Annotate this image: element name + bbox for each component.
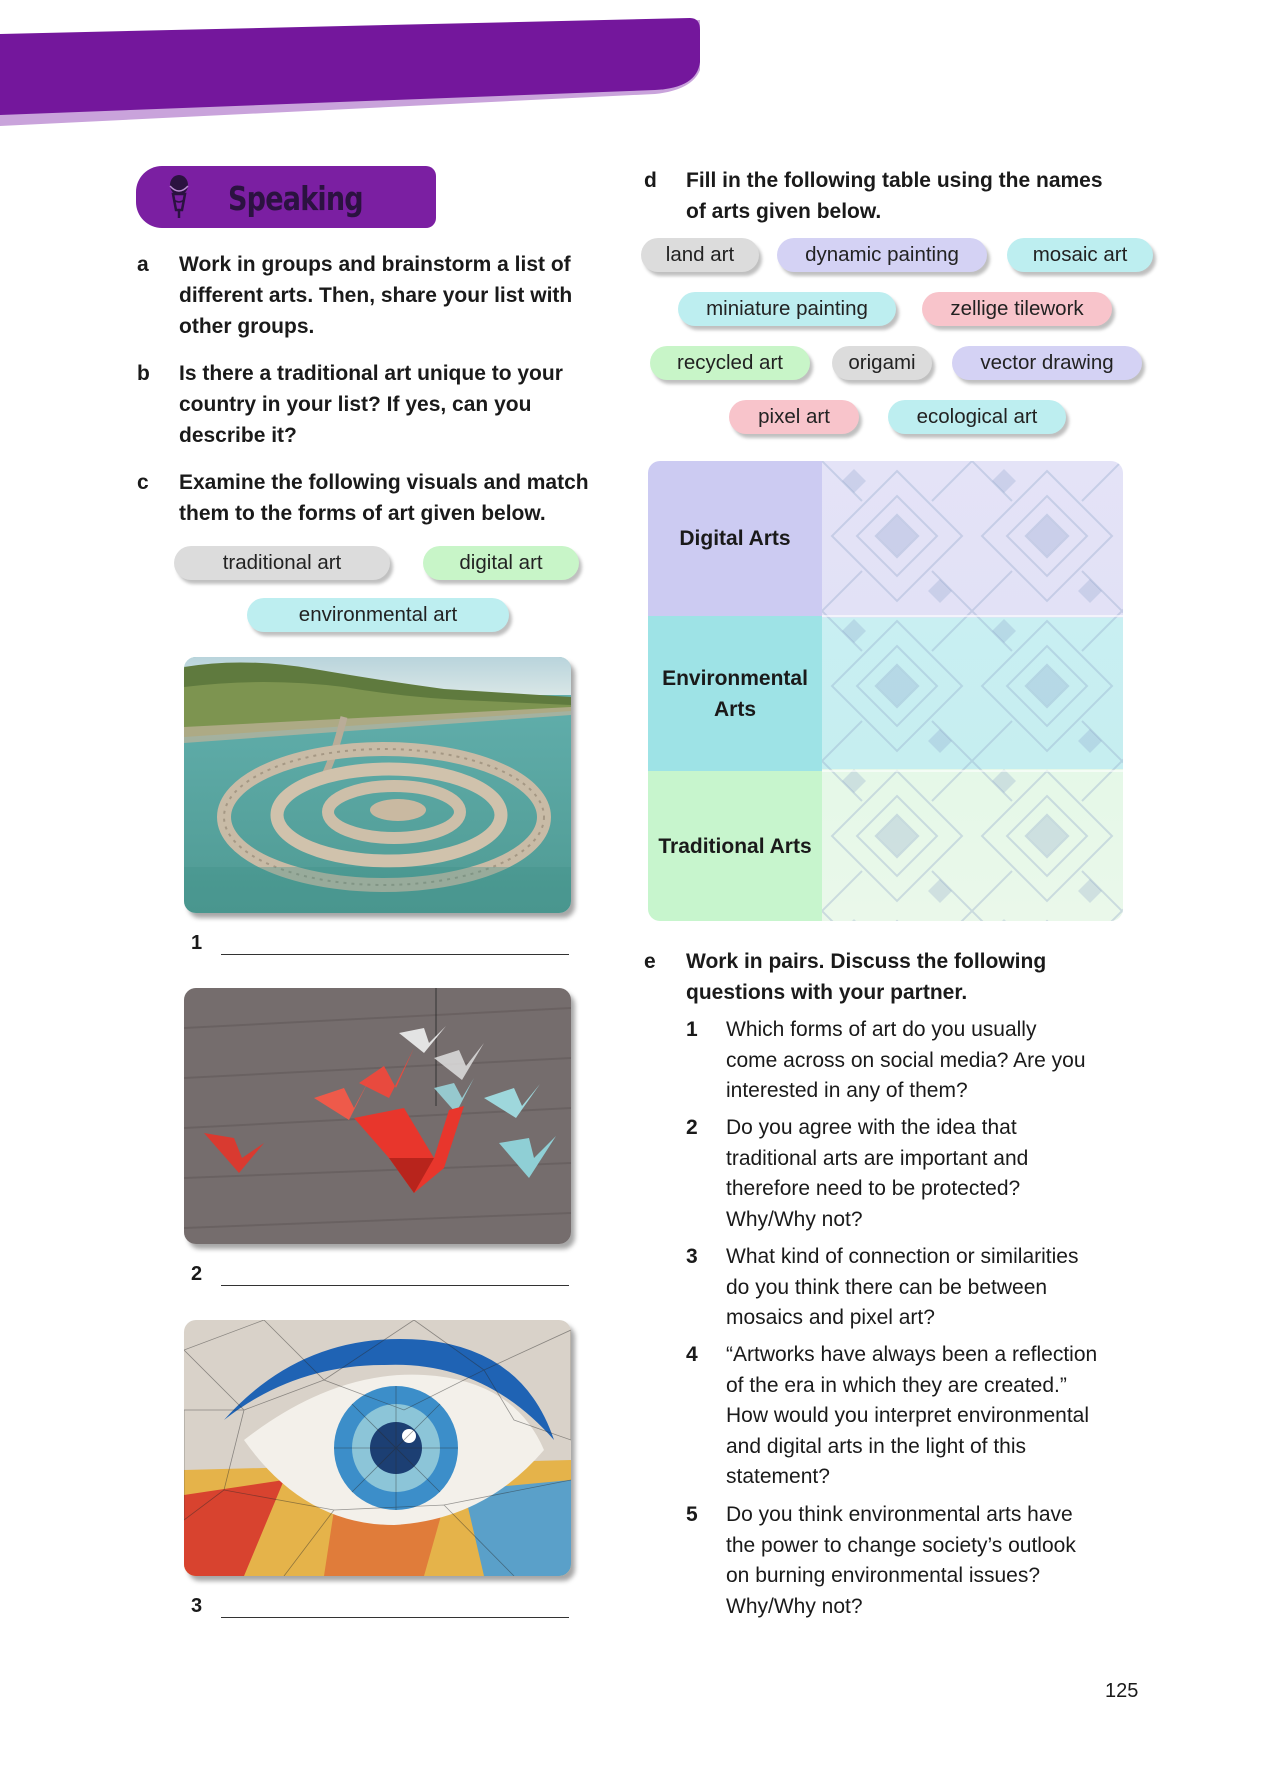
question-line: Why/Why not? (726, 1207, 863, 1231)
question-line: do you think there can be between (726, 1275, 1048, 1299)
question-line: traditional arts are important and (726, 1146, 1029, 1170)
answer-number: 2 (191, 1263, 203, 1285)
art-chip-recycled-art: recycled art (650, 346, 810, 380)
task-text (179, 249, 572, 342)
origami-cranes-photo (184, 988, 571, 1244)
question-text (726, 1113, 1146, 1235)
task-a (137, 249, 617, 344)
question-2 (686, 1113, 1156, 1235)
art-chip-land-art: land art (641, 238, 759, 272)
task-line: country in your list? If yes, can you (179, 393, 532, 416)
question-line: Do you think environmental arts have (726, 1503, 1073, 1526)
section-title: Speaking (228, 179, 363, 218)
art-chip-zellige-tilework: zellige tilework (922, 292, 1112, 326)
question-number: 2 (686, 1116, 698, 1139)
task-line: different arts. Then, share your list with (179, 284, 573, 307)
header-band (0, 0, 1276, 140)
question-number: 4 (686, 1343, 698, 1366)
question-4 (686, 1340, 1156, 1492)
question-line: Do you agree with the idea that (726, 1116, 1017, 1139)
section-header (136, 166, 436, 228)
task-letter: a (137, 253, 149, 276)
microphone-icon (162, 174, 196, 220)
task-letter: d (644, 169, 657, 192)
art-chip-vector-drawing: vector drawing (952, 346, 1142, 380)
answer-line-1 (191, 932, 571, 958)
task-line: describe it? (179, 424, 297, 447)
question-line: interested in any of them? (726, 1079, 968, 1102)
page-number: 125 (1105, 1680, 1139, 1702)
question-text (726, 1242, 1146, 1334)
row-traditional-arts (648, 771, 822, 921)
art-chip-ecological-art: ecological art (888, 400, 1066, 434)
form-chip-traditional-art: traditional art (174, 546, 390, 580)
task-line: them to the forms of art given below. (179, 502, 546, 525)
task-line: Fill in the following table using the names (686, 169, 1103, 192)
question-5 (686, 1500, 1156, 1622)
task-line: of arts given below. (686, 200, 882, 223)
question-line: Which forms of art do you usually (726, 1018, 1037, 1041)
task-c (137, 467, 617, 531)
question-1 (686, 1015, 1156, 1107)
task-letter: b (137, 362, 150, 385)
question-line: and digital arts in the light of this (726, 1434, 1027, 1458)
answer-blank[interactable] (221, 1285, 569, 1286)
question-line: Why/Why not? (726, 1594, 863, 1618)
row-digital-arts (648, 461, 822, 616)
row-label: Arts (713, 697, 756, 721)
answer-number: 3 (191, 1595, 203, 1617)
question-number: 5 (686, 1503, 698, 1526)
answer-line-3 (191, 1595, 571, 1621)
art-chip-pixel-art: pixel art (729, 400, 859, 434)
question-line: come across on social media? Are you (726, 1048, 1086, 1072)
form-chip-environmental-art: environmental art (247, 598, 509, 632)
question-number: 1 (686, 1018, 698, 1041)
task-line: Work in pairs. Discuss the following (686, 950, 1047, 973)
answer-number: 1 (191, 932, 203, 954)
question-text (726, 1015, 1146, 1107)
task-text (179, 358, 563, 451)
task-line: other groups. (179, 315, 315, 338)
answer-blank[interactable] (221, 954, 569, 955)
art-chip-miniature-painting: miniature painting (678, 292, 896, 326)
question-line: of the era in which they are created.” (726, 1373, 1067, 1397)
task-text (686, 165, 1103, 227)
task-line: Examine the following visuals and match (179, 471, 589, 494)
task-e (644, 946, 1164, 1010)
question-text (726, 1340, 1146, 1493)
task-line: Is there a traditional art unique to your (179, 362, 563, 385)
task-letter: e (644, 950, 656, 973)
task-b (137, 358, 617, 453)
question-line: statement? (726, 1465, 830, 1488)
task-letter: c (137, 471, 149, 494)
question-line: mosaics and pixel art? (726, 1306, 935, 1329)
question-line: How would you interpret environmental (726, 1404, 1090, 1427)
art-chip-mosaic-art: mosaic art (1007, 238, 1153, 272)
table-answer-area[interactable] (822, 461, 1123, 921)
row-label: Environmental (662, 666, 808, 690)
question-line: “Artworks have always been a reflection (726, 1343, 1098, 1366)
task-text (686, 946, 1046, 1008)
task-line: Work in groups and brainstorm a list of (179, 253, 571, 276)
task-line: questions with your partner. (686, 981, 968, 1004)
question-number: 3 (686, 1245, 698, 1268)
art-chip-dynamic-painting: dynamic painting (777, 238, 987, 272)
answer-line-2 (191, 1263, 571, 1289)
art-chip-origami: origami (832, 346, 932, 380)
polygonal-eye-photo (184, 1320, 571, 1576)
task-d (644, 165, 1164, 229)
task-text (179, 467, 589, 529)
spiral-jetty-photo (184, 657, 571, 913)
form-chip-digital-art: digital art (423, 546, 579, 580)
question-text (726, 1500, 1146, 1622)
row-environmental-arts (648, 616, 822, 771)
question-line: on burning environmental issues? (726, 1564, 1041, 1587)
answer-blank[interactable] (221, 1617, 569, 1618)
row-label: Digital Arts (679, 527, 791, 550)
row-label: Traditional Arts (658, 834, 812, 858)
question-line: therefore need to be protected? (726, 1177, 1021, 1200)
art-category-table (648, 461, 1123, 921)
question-line: the power to change society’s outlook (726, 1533, 1076, 1557)
question-line: What kind of connection or similarities (726, 1245, 1079, 1268)
question-3 (686, 1242, 1156, 1334)
